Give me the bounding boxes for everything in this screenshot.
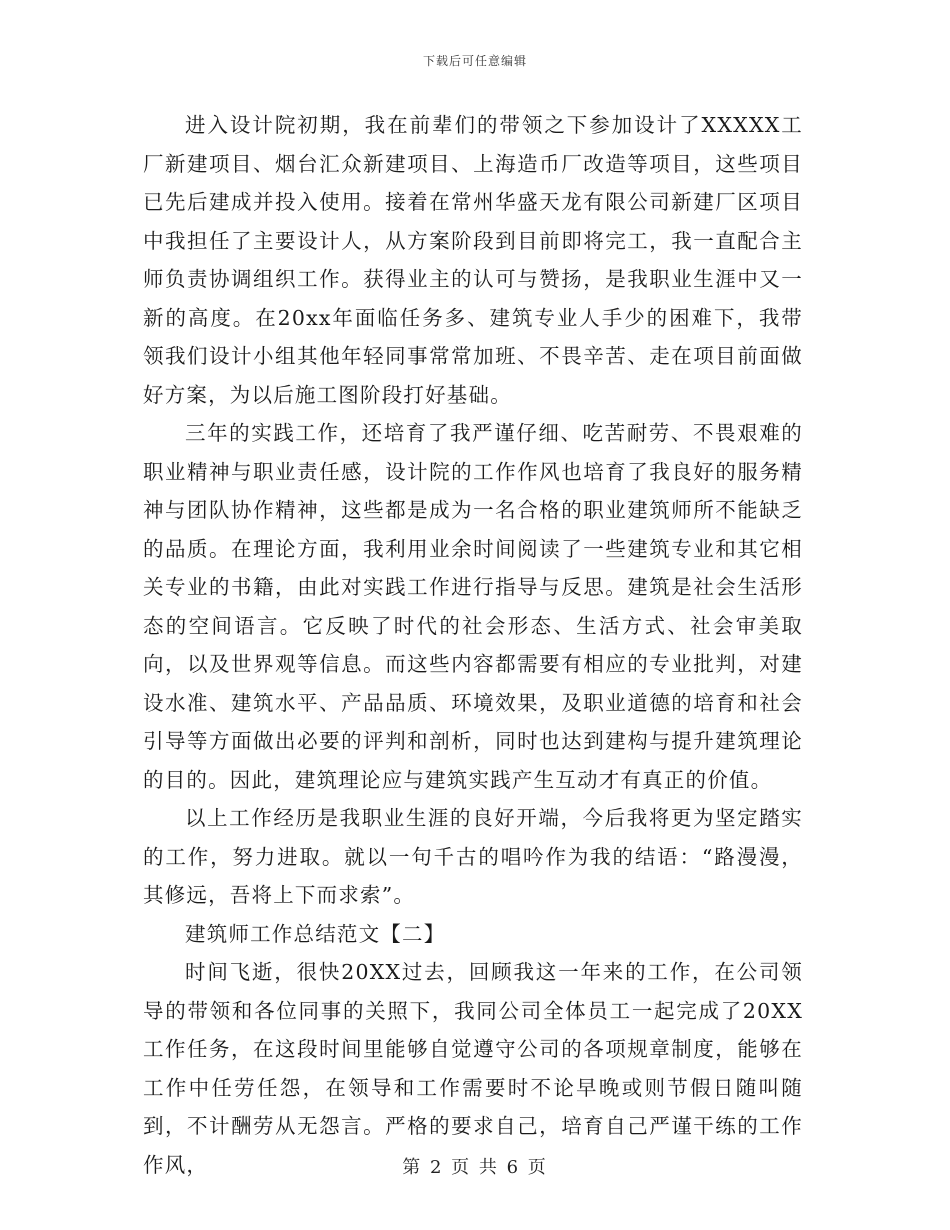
page-header-note: 下载后可任意编辑: [422, 54, 527, 68]
page-number-footer: 第 2 页 共 6 页: [402, 1157, 548, 1178]
paragraph-annual-review: 时间飞逝，很快20XX过去，回顾我这一年来的工作，在公司领导的带领和各位同事的关照下，我同公司全体员工一起完成了20XX工作任务，在这段时间里能够自觉遵守公司的各项规章制度，能够在工作中任劳任怨，在领导和工作需要时不论早晚或则节假日随叫随到，不计酬劳从无怨言。严格的要求自己，培育自己严谨干练的工作作风，: [143, 960, 803, 1177]
document-body: [143, 106, 803, 1184]
section-title-two: 建筑师工作总结范文【二】: [185, 921, 446, 946]
paragraph-project-experience: 进入设计院初期，我在前辈们的带领之下参加设计了XXXXX工厂新建项目、烟台汇众新建项目、上海造币厂改造等项目，这些项目已先后建成并投入使用。接着在常州华盛天龙有限公司新建厂区项目中我担任了主要设计人，从方案阶段到目前即将完工，我一直配合主师负责协调组织工作。获得业主的认可与赞扬，是我职业生涯中又一新的高度。在20xx年面临任务多、建筑专业人手少的困难下，我带领我们设计小组其他年轻同事常常加班、不畏辛苦、走在项目前面做好方案，为以后施工图阶段打好基础。: [143, 113, 803, 407]
paragraph-practice-theory: 三年的实践工作，还培育了我严谨仔细、吃苦耐劳、不畏艰难的职业精神与职业责任感，设计院的工作作风也培育了我良好的服务精神与团队协作精神，这些都是成为一名合格的职业建筑师所不能缺乏的品质。在理论方面，我利用业余时间阅读了一些建筑专业和其它相关专业的书籍，由此对实践工作进行指导与反思。建筑是社会生活形态的空间语言。它反映了时代的社会形态、生活方式、社会审美取向，以及世界观等信息。而这些内容都需要有相应的专业批判，对建设水准、建筑水平、产品品质、环境效果，及职业道德的培育和社会引导等方面做出必要的评判和剖析，同时也达到建构与提升建筑理论的目的。因此，建筑理论应与建筑实践产生互动才有真正的价值。: [143, 421, 803, 792]
paragraph-conclusion: 以上工作经历是我职业生涯的良好开端，今后我将更为坚定踏实的工作，努力进取。就以一句千古的唱吟作为我的结语：“路漫漫，其修远，吾将上下而求索”。: [143, 806, 803, 907]
